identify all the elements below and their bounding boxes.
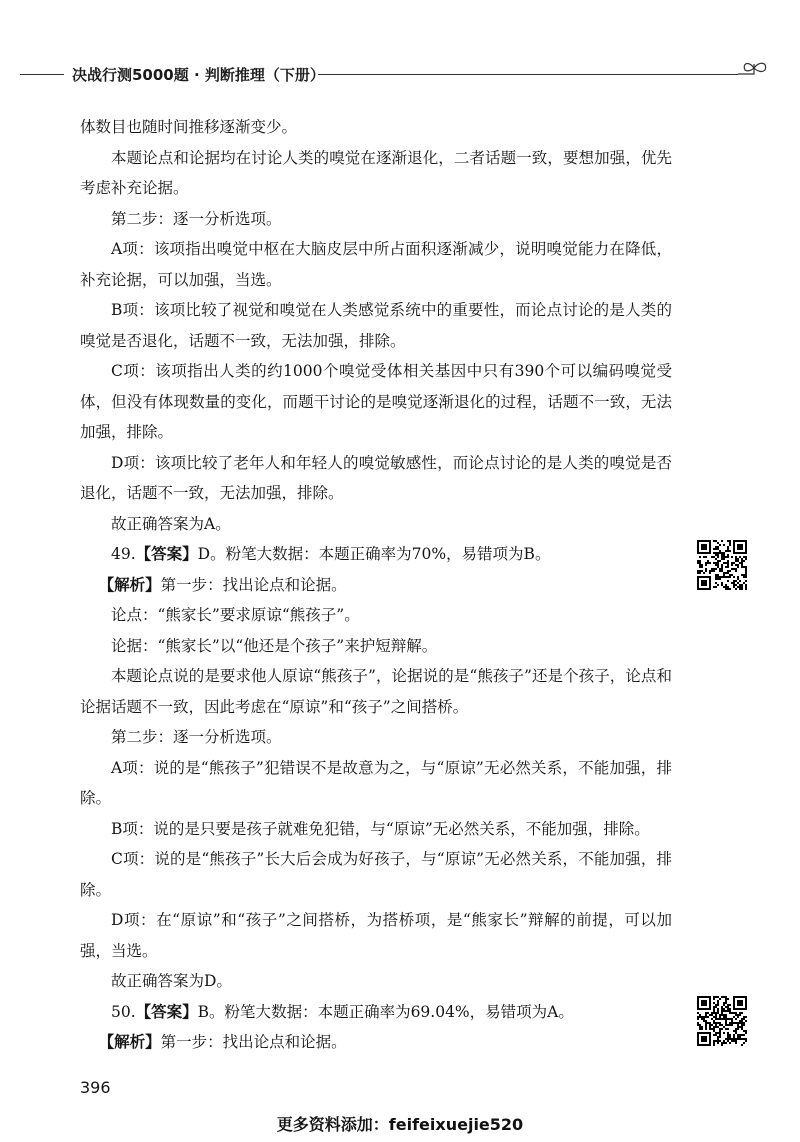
paragraph	[80, 234, 672, 295]
paragraph-text: B。粉笔大数据：本题正确率为69.04%，易错项为A。	[197, 1002, 574, 1021]
qr-code-icon[interactable]	[697, 996, 747, 1046]
page-number: 396	[80, 1078, 111, 1097]
section-tag: 【答案】	[135, 544, 198, 563]
paragraph	[80, 448, 672, 509]
paragraph-text: 论据：“熊家长”以“他还是个孩子”来护短辩解。	[111, 636, 438, 655]
paragraph-text: 第二步：逐一分析选项。	[111, 728, 282, 746]
paragraph-text: A项：说的是“熊孩子”犯错误不是故意为之，与“原谅”无必然关系，不能加强，排除。	[80, 758, 672, 807]
book-title: 决战行测5000题 · 判断推理（下册）	[72, 66, 325, 84]
section-tag: 【解析】	[98, 1032, 161, 1051]
paragraph	[80, 112, 672, 143]
question-number: 49.	[111, 545, 136, 563]
paragraph-text: D。粉笔大数据：本题正确率为70%，易错项为B。	[197, 545, 551, 563]
paragraph-text: C项：该项指出人类的约1000个嗅觉受体相关基因中只有390个可以编码嗅觉受体，但没有体现数量的变化，而题干讨论的是嗅觉逐渐退化的过程，话题不一致，无法加强，排除。	[80, 362, 672, 441]
paragraph-text: 论点：“熊家长”要求原谅“熊孩子”。	[111, 606, 360, 624]
paragraph-text: 故正确答案为A。	[111, 514, 231, 533]
paragraph	[80, 356, 672, 448]
paragraph-text: D项：该项比较了老年人和年轻人的嗅觉敏感性，而论点讨论的是人类的嗅觉是否退化，话题不一致，无法加强，排除。	[80, 453, 672, 502]
paragraph	[80, 631, 672, 662]
running-header	[0, 60, 800, 90]
paragraph-text: 故正确答案为D。	[111, 972, 232, 990]
paragraph-text: 第一步：找出论点和论据。	[160, 1033, 347, 1051]
paragraph	[80, 509, 672, 540]
header-rule-left	[20, 74, 64, 75]
paragraph	[80, 814, 672, 845]
paragraph	[80, 204, 672, 235]
paragraph-text: 第二步：逐一分析选项。	[111, 209, 282, 228]
header-rule-right	[318, 74, 738, 75]
paragraph	[80, 600, 672, 631]
paragraph	[80, 997, 672, 1028]
section-tag: 【解析】	[98, 574, 161, 594]
paragraph-text: B项：该项比较了视觉和嗅觉在人类感觉系统中的重要性，而论点讨论的是人类的嗅觉是否退化，话题不一致，无法加强，排除。	[80, 301, 672, 350]
sprout-icon	[734, 58, 774, 88]
footer-contact: 更多资料添加：feifeixuejie520	[276, 1115, 524, 1134]
paragraph-text: D项：在“原谅”和“孩子”之间搭桥，为搭桥项，是“熊家长”辩解的前提，可以加强，当选。	[80, 911, 672, 960]
paragraph-text: B项：说的是只要是孩子就难免犯错，与“原谅”无必然关系，不能加强，排除。	[111, 819, 650, 838]
paragraph	[80, 295, 672, 356]
paragraph	[80, 753, 672, 814]
question-number: 50.	[111, 1002, 136, 1021]
qr-code-icon[interactable]	[697, 540, 747, 590]
paragraph	[80, 143, 672, 204]
paragraph	[80, 539, 672, 570]
paragraph	[80, 905, 672, 966]
paragraph-text: 第一步：找出论点和论据。	[160, 575, 347, 594]
paragraph-text: 本题论点说的是要求他人原谅“熊孩子”，论据说的是“熊孩子”还是个孩子，论点和论据话题不一致，因此考虑在“原谅”和“孩子”之间搭桥。	[80, 667, 672, 716]
paragraph-text: 体数目也随时间推移逐渐变少。	[80, 118, 298, 136]
paragraph	[80, 966, 672, 997]
answer-explanation-body	[80, 112, 672, 1058]
paragraph	[80, 844, 672, 905]
paragraph-text: A项：该项指出嗅觉中枢在大脑皮层中所占面积逐渐减少，说明嗅觉能力在降低，补充论据，可以加强，当选。	[80, 240, 672, 289]
paragraph-text: 本题论点和论据均在讨论人类的嗅觉在逐渐退化，二者话题一致，要想加强，优先考虑补充论据。	[80, 148, 672, 197]
paragraph	[80, 661, 672, 722]
paragraph	[80, 722, 672, 753]
paragraph	[80, 570, 672, 601]
paragraph-text: C项：说的是“熊孩子”长大后会成为好孩子，与“原谅”无必然关系，不能加强，排除。	[80, 850, 672, 899]
paragraph	[80, 1027, 672, 1058]
section-tag: 【答案】	[135, 1001, 198, 1021]
